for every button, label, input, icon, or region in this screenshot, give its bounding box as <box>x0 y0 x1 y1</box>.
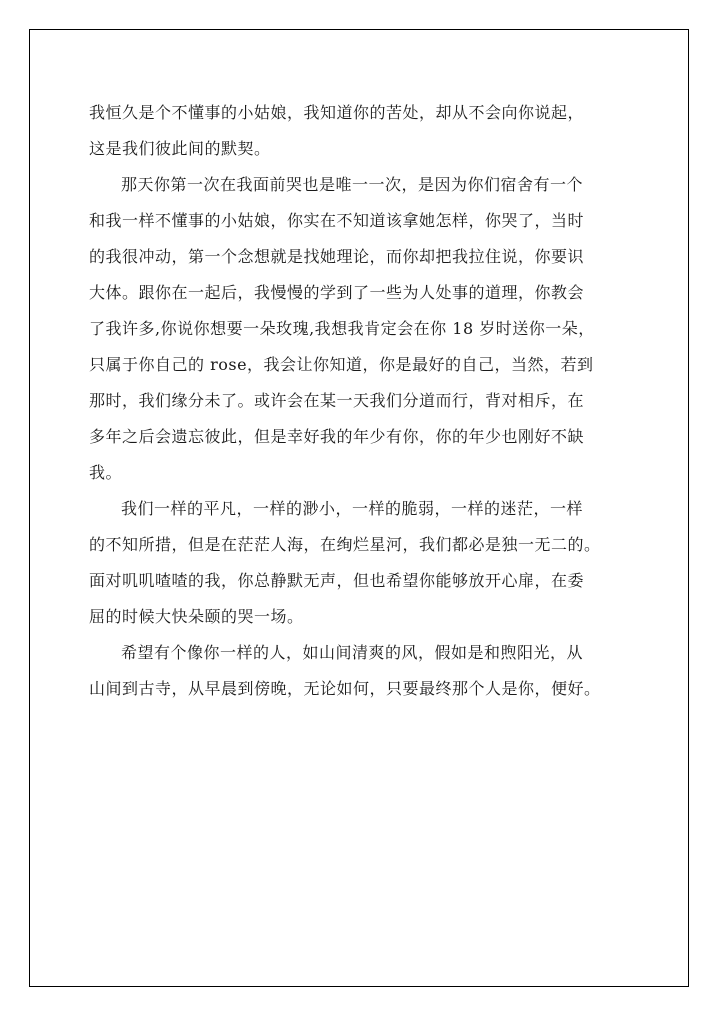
text-line: 那时，我们缘分未了。或许会在某一天我们分道而行，背对相斥，在 <box>89 391 585 410</box>
text-line: 大体。跟你在一起后，我慢慢的学到了一些为人处事的道理，你教会 <box>89 283 585 302</box>
text-line: 的不知所措，但是在茫茫人海，在绚烂星河，我们都必是独一无二的。 <box>89 535 601 554</box>
text-line: 希望有个像你一样的人，如山间清爽的风，假如是和煦阳光，从 <box>121 643 584 662</box>
text-line: 我恒久是个不懂事的小姑娘，我知道你的苦处，却从不会向你说起， <box>89 103 585 122</box>
text-line: 我。 <box>89 463 123 482</box>
paragraph-2 <box>89 167 639 491</box>
text-line: 的我很冲动，第一个念想就是找她理论，而你却把我拉住说，你要识 <box>89 247 585 266</box>
text-line: 了我许多,你说你想要一朵玫瑰,我想我肯定会在你 18 岁时送你一朵， <box>89 319 595 338</box>
paragraph-4 <box>89 635 639 707</box>
text-line: 屈的时候大快朵颐的哭一场。 <box>89 607 304 626</box>
text-line: 多年之后会遗忘彼此，但是幸好我的年少有你，你的年少也刚好不缺 <box>89 427 585 446</box>
text-line: 和我一样不懂事的小姑娘，你实在不知道该拿她怎样，你哭了，当时 <box>89 211 585 230</box>
paragraph-3 <box>89 491 639 635</box>
text-line: 这是我们彼此间的默契。 <box>89 139 271 158</box>
paragraph-1 <box>89 95 639 167</box>
text-line: 面对叽叽喳喳的我，你总静默无声，但也希望你能够放开心扉，在委 <box>89 571 585 590</box>
text-line: 我们一样的平凡，一样的渺小，一样的脆弱，一样的迷茫，一样 <box>121 499 584 518</box>
text-line: 山间到古寺，从早晨到傍晚，无论如何，只要最终那个人是你，便好。 <box>89 679 601 698</box>
text-line: 那天你第一次在我面前哭也是唯一一次，是因为你们宿舍有一个 <box>121 175 584 194</box>
text-line: 只属于你自己的 rose，我会让你知道，你是最好的自己，当然，若到 <box>89 355 594 374</box>
document-body <box>89 95 639 707</box>
